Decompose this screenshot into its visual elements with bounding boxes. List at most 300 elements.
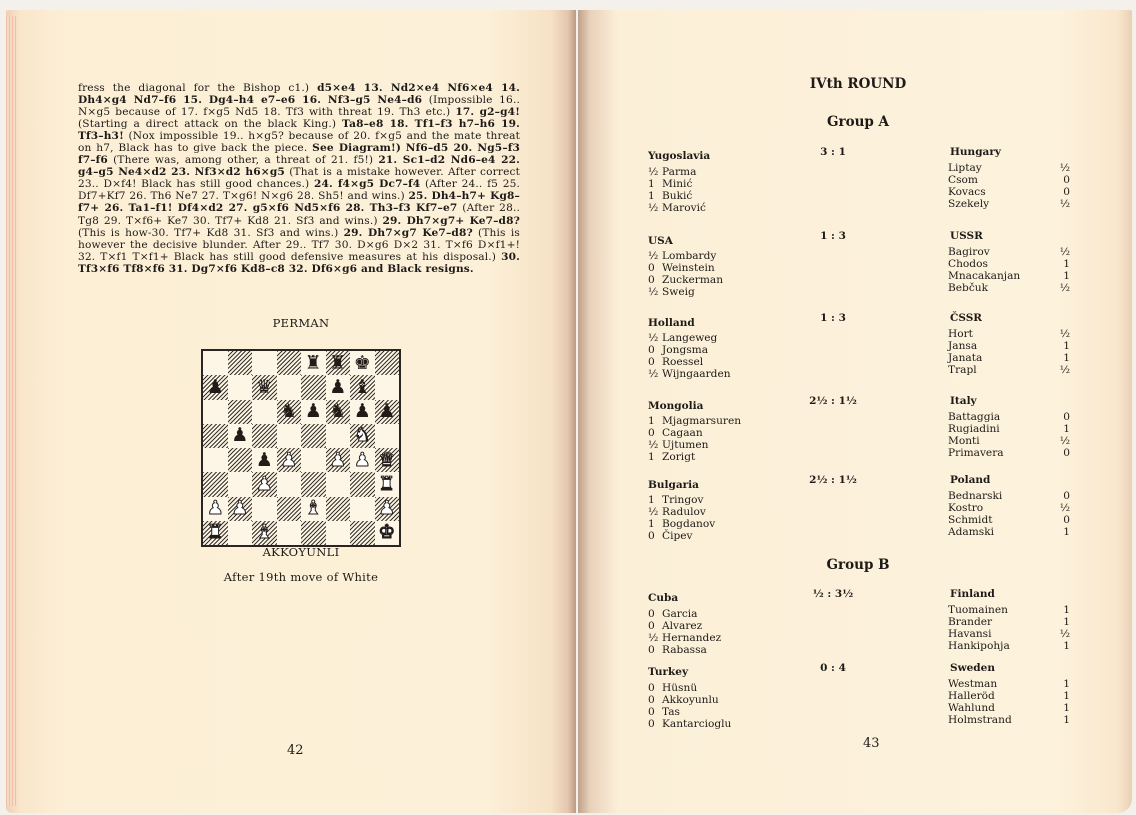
board-square: [277, 448, 302, 472]
player-result: ½: [1059, 502, 1070, 515]
board-square: [375, 400, 400, 424]
player-row: [648, 262, 723, 274]
player-result: 1: [648, 518, 655, 531]
home-team: USA: [648, 235, 673, 247]
white-pawn-icon: ♟: [378, 497, 396, 520]
player-name: Brander: [948, 616, 993, 629]
board-square: [326, 400, 351, 424]
player-name: Kovacs: [948, 186, 986, 199]
board-square: [350, 497, 375, 521]
player-result: 1: [648, 451, 655, 464]
player-row: [948, 282, 1070, 294]
player-result: 1: [1063, 423, 1070, 436]
player-name: Bukić: [662, 190, 693, 203]
player-name: Tas: [662, 706, 680, 719]
player-row: [648, 718, 731, 730]
board-square: [350, 375, 375, 399]
player-name: Wahlund: [948, 702, 995, 715]
player-result: 0: [648, 682, 655, 694]
white-pawn-icon: ♟: [280, 448, 298, 471]
player-result: ½: [1059, 628, 1070, 641]
board-square: [203, 521, 228, 545]
board-square: [375, 424, 400, 448]
player-row: [648, 620, 721, 632]
match-block: [578, 474, 1132, 558]
player-result: 1: [1063, 258, 1070, 271]
player-row: [648, 166, 706, 178]
player-name: Wijngaarden: [662, 368, 731, 381]
annotation-comment: (There was, among other, a threat of 21. f5!): [107, 154, 379, 167]
board-square: [326, 424, 351, 448]
player-row: [948, 514, 1070, 526]
away-player-list: [948, 604, 1070, 652]
player-row: [948, 604, 1070, 616]
player-result: 0: [1063, 490, 1070, 502]
black-pawn-icon: ♟: [329, 375, 347, 398]
player-result: 1: [648, 178, 655, 191]
board-square: [252, 448, 277, 472]
black-king-icon: ♚: [353, 351, 371, 374]
player-name: Lombardy: [662, 250, 717, 262]
black-pawn-icon: ♟: [206, 375, 224, 398]
match-block: [578, 230, 1132, 314]
player-result: ½: [648, 632, 659, 645]
player-result: 0: [648, 274, 655, 287]
match-block: [578, 395, 1132, 479]
board-square: [203, 375, 228, 399]
move-sequence: Ta8–e8 18. Tf1–f3 h7–h6 19. Tf3–h3!: [78, 118, 521, 143]
group-title: Group B: [826, 557, 890, 573]
player-row: [948, 411, 1070, 423]
player-row: [648, 332, 731, 344]
player-result: ½: [1059, 246, 1070, 258]
player-row: [648, 632, 721, 644]
player-row: [648, 694, 731, 706]
move-sequence: 25. Dh4–h7+ Kg8–f7+ 26. Ta1–f1! Df4×d2 27. g5×f6 Nd5×f6 28. Th3–f3 Kf7–e7: [78, 190, 520, 215]
away-team: ČSSR: [950, 312, 983, 324]
player-result: 0: [648, 694, 655, 707]
home-player-list: [648, 332, 731, 380]
player-result: 1: [648, 494, 655, 506]
player-name: Rabassa: [662, 644, 707, 657]
player-result: 0: [648, 344, 655, 357]
away-player-list: [948, 162, 1070, 210]
move-sequence: 21. Sc1–d2 Nd6–e4 22. g4–g5 Ne4×d2 23. Nf3×d2 h6×g5: [78, 154, 520, 179]
black-knight-icon: ♞: [329, 400, 347, 423]
player-name: Hüsnü: [662, 682, 698, 694]
player-result: ½: [1059, 328, 1070, 340]
player-row: [648, 427, 741, 439]
player-name: Čipev: [662, 530, 693, 543]
away-team: USSR: [950, 230, 983, 242]
player-row: [948, 340, 1070, 352]
home-team: Turkey: [648, 666, 689, 678]
player-result: 1: [648, 190, 655, 203]
player-name: Primavera: [948, 447, 1004, 460]
player-result: 0: [1063, 174, 1070, 187]
match-block: [578, 146, 1132, 230]
player-row: [948, 423, 1070, 435]
away-player-list: [948, 678, 1070, 726]
board-square: [350, 351, 375, 375]
board-square: [228, 424, 253, 448]
player-row: [648, 356, 731, 368]
player-name: Mnacakanjan: [948, 270, 1021, 283]
player-result: 0: [1063, 186, 1070, 199]
board-square: [228, 375, 253, 399]
player-result: 0: [648, 620, 655, 633]
board-square: [375, 497, 400, 521]
home-player-list: [648, 250, 723, 298]
player-result: 1: [1063, 702, 1070, 715]
player-name: Minić: [662, 178, 693, 191]
board-square: [326, 375, 351, 399]
player-name: Battaggia: [948, 411, 1001, 423]
player-name: Hernandez: [662, 632, 722, 645]
player-row: [948, 246, 1070, 258]
player-row: [948, 270, 1070, 282]
white-rook-icon: ♜: [378, 472, 396, 495]
board-square: [252, 351, 277, 375]
board-square: [252, 521, 277, 545]
player-name: Janata: [948, 352, 983, 365]
move-sequence: d5×e4 13. Nd2×e4 Nf6×e4 14. Dh4×g4 Nd7–f6 15. Dg4–h4 e7–e6 16. Nf3–g5 Ne4–d6: [78, 82, 520, 107]
player-name: Kantarcioglu: [662, 718, 732, 731]
move-sequence: 24. f4×g5 Dc7–f4: [313, 178, 421, 191]
player-row: [948, 690, 1070, 702]
player-result: 1: [1063, 640, 1070, 653]
player-row: [648, 250, 723, 262]
player-result: 0: [1063, 411, 1070, 423]
player-row: [648, 494, 715, 506]
home-team: Holland: [648, 317, 695, 329]
match-score: 2½ : 1½: [809, 474, 857, 486]
book-spread: [6, 10, 1132, 813]
player-name: Radulov: [662, 506, 706, 519]
black-knight-icon: ♞: [280, 400, 298, 423]
player-row: [648, 608, 721, 620]
player-name: Sweig: [662, 286, 695, 299]
page-number-right: 43: [863, 736, 880, 751]
away-player-list: [948, 411, 1070, 459]
player-row: [948, 364, 1070, 376]
diagram-bottom-player: AKKOYUNLI: [262, 545, 340, 559]
player-row: [948, 502, 1070, 514]
board-square: [301, 424, 326, 448]
away-player-list: [948, 328, 1070, 376]
player-name: Liptay: [948, 162, 982, 174]
home-player-list: [648, 415, 741, 463]
player-name: Parma: [662, 166, 697, 178]
away-player-list: [948, 246, 1070, 294]
player-row: [948, 714, 1070, 726]
board-square: [301, 472, 326, 496]
player-name: Bednarski: [948, 490, 1003, 502]
white-rook-icon: ♜: [206, 521, 224, 544]
home-player-list: [648, 608, 721, 656]
player-name: Tuomainen: [948, 604, 1008, 616]
player-result: 0: [648, 427, 655, 440]
player-name: Zorigt: [662, 451, 696, 464]
player-name: Bebčuk: [948, 282, 989, 295]
annotation-comment: (This is how-30. Tf7+ Kd8 31. Sf3 and wins.): [78, 226, 344, 239]
board-square: [301, 497, 326, 521]
player-result: ½: [1059, 435, 1070, 448]
black-bishop-icon: ♝: [353, 375, 371, 398]
board-square: [375, 521, 400, 545]
player-name: Jansa: [948, 340, 978, 353]
player-name: Szekely: [948, 198, 990, 211]
board-square: [326, 351, 351, 375]
black-pawn-icon: ♟: [255, 448, 273, 471]
white-pawn-icon: ♟: [255, 472, 273, 495]
black-pawn-icon: ♟: [353, 400, 371, 423]
player-row: [648, 439, 741, 451]
home-team: Bulgaria: [648, 479, 699, 491]
board-square: [228, 351, 253, 375]
player-row: [948, 435, 1070, 447]
player-name: Adamski: [948, 526, 995, 539]
player-result: 0: [648, 356, 655, 369]
player-result: 0: [648, 718, 655, 731]
match-score: ½ : 3½: [812, 588, 854, 600]
move-sequence: 29. Dh7×g7+ Ke7–d8?: [382, 214, 520, 227]
board-square: [252, 497, 277, 521]
board-square: [277, 400, 302, 424]
player-row: [648, 202, 706, 214]
away-team: Sweden: [950, 662, 995, 674]
player-name: Trapl: [948, 364, 977, 377]
board-square: [350, 448, 375, 472]
player-row: [648, 415, 741, 427]
diagram-top-player: PERMAN: [272, 316, 330, 330]
board-square: [277, 375, 302, 399]
board-square: [252, 400, 277, 424]
white-pawn-icon: ♟: [329, 448, 347, 471]
left-page: [6, 10, 576, 813]
board-square: [277, 472, 302, 496]
player-result: 1: [1063, 714, 1070, 727]
board-square: [350, 472, 375, 496]
black-pawn-icon: ♟: [231, 424, 249, 447]
player-name: Tringov: [662, 494, 704, 506]
board-square: [375, 472, 400, 496]
player-result: 1: [1063, 604, 1070, 616]
player-row: [948, 628, 1070, 640]
page-edges: [6, 16, 16, 806]
player-name: Bagirov: [948, 246, 990, 258]
annotation-comment: (This is however the decisive blunder. After 29.. Tf7 30. D×g6 D×2 31. T×f6 D×f1+! 32. T×f1 T×f1+ Black has still good defensive measures at his disposal.): [78, 226, 520, 263]
player-row: [948, 640, 1070, 652]
match-score: 3 : 1: [820, 146, 846, 158]
home-team: Mongolia: [648, 400, 704, 412]
away-team: Hungary: [950, 146, 1001, 158]
board-square: [326, 472, 351, 496]
move-sequence: 17. g2–g4!: [455, 106, 521, 119]
board-square: [301, 521, 326, 545]
board-square: [350, 400, 375, 424]
player-row: [648, 344, 731, 356]
away-team: Finland: [950, 588, 995, 600]
match-block: [578, 312, 1132, 396]
white-pawn-icon: ♟: [353, 448, 371, 471]
player-result: ½: [1059, 282, 1070, 295]
away-player-list: [948, 490, 1070, 538]
board-square: [375, 351, 400, 375]
player-result: ½: [648, 506, 659, 519]
player-name: Halleröd: [948, 690, 995, 703]
player-result: ½: [648, 166, 659, 178]
player-result: 0: [648, 608, 655, 620]
board-square: [326, 521, 351, 545]
player-name: Akkoyunlu: [662, 694, 719, 707]
player-name: Langeweg: [662, 332, 718, 344]
board-square: [277, 521, 302, 545]
player-result: 0: [648, 644, 655, 657]
player-name: Holmstrand: [948, 714, 1012, 727]
white-pawn-icon: ♟: [231, 497, 249, 520]
annotation-comment: (That is a mistake however. After correct 23.. D×f4! Black has still good chances.): [78, 166, 520, 191]
board-square: [375, 375, 400, 399]
player-name: Westman: [948, 678, 998, 690]
player-row: [948, 198, 1070, 210]
player-row: [948, 328, 1070, 340]
player-row: [648, 506, 715, 518]
player-result: ½: [1059, 198, 1070, 211]
chess-diagram: [201, 349, 401, 547]
move-sequence: 30. Tf3×f6 Tf8×f6 31. Dg7×f6 Kd8–c8 32. Df6×g6 and Black resigns.: [78, 250, 520, 275]
home-team: Yugoslavia: [648, 150, 711, 162]
board-square: [203, 351, 228, 375]
board-square: [228, 400, 253, 424]
board-square: [203, 448, 228, 472]
player-name: Marović: [662, 202, 706, 215]
board-square: [203, 400, 228, 424]
player-row: [648, 451, 741, 463]
board-square: [350, 424, 375, 448]
player-result: ½: [648, 368, 659, 381]
board-square: [375, 448, 400, 472]
player-result: 1: [1063, 352, 1070, 365]
move-sequence: See Diagram!): [312, 142, 401, 155]
player-name: Kostro: [948, 502, 984, 515]
player-result: ½: [1059, 364, 1070, 377]
board-square: [252, 472, 277, 496]
round-title: IVth ROUND: [809, 76, 907, 92]
player-name: Mjagmarsuren: [662, 415, 742, 427]
board-square: [228, 448, 253, 472]
board-square: [277, 497, 302, 521]
home-player-list: [648, 494, 715, 542]
black-rook-icon: ♜: [304, 351, 322, 374]
player-result: 1: [1063, 616, 1070, 629]
home-player-list: [648, 682, 731, 730]
player-result: 1: [648, 415, 655, 427]
game-annotation-text: [78, 82, 520, 275]
player-row: [648, 274, 723, 286]
annotation-comment: (After 24.. f5 25. Df7+Kf7 26. Th6 Ne7 27. T×g6! N×g6 28. Sh5! and wins.): [78, 178, 521, 203]
player-name: Bogdanov: [662, 518, 716, 531]
player-row: [948, 616, 1070, 628]
home-player-list: [648, 166, 706, 214]
player-name: Hankipohja: [948, 640, 1010, 653]
board-square: [350, 521, 375, 545]
player-row: [648, 518, 715, 530]
move-sequence: 29. Dh7×g7 Ke7–d8?: [343, 226, 473, 239]
board-square: [203, 472, 228, 496]
match-score: 2½ : 1½: [809, 395, 857, 407]
player-result: 1: [1063, 526, 1070, 539]
player-result: ½: [1059, 162, 1070, 174]
board-square: [252, 375, 277, 399]
annotation-comment: (Nox impossible 19.. h×g5? because of 20. f×g5 and the mate threat on h7, Black has to give back the piece.: [78, 130, 520, 155]
board-square: [301, 400, 326, 424]
board-square: [228, 497, 253, 521]
white-queen-icon: ♛: [378, 448, 396, 471]
diagram-caption: After 19th move of White: [223, 570, 379, 584]
player-result: 0: [1063, 447, 1070, 460]
player-row: [648, 644, 721, 656]
player-row: [948, 162, 1070, 174]
player-name: Jongsma: [662, 344, 709, 357]
player-row: [948, 678, 1070, 690]
board-square: [228, 521, 253, 545]
black-pawn-icon: ♟: [304, 400, 322, 423]
board-square: [301, 351, 326, 375]
player-result: ½: [648, 250, 659, 262]
player-row: [648, 286, 723, 298]
player-name: Roessel: [662, 356, 704, 369]
player-name: Garcia: [662, 608, 698, 620]
match-block: [578, 588, 1132, 672]
white-knight-icon: ♞: [353, 424, 371, 447]
player-result: 0: [1063, 514, 1070, 527]
player-result: 1: [1063, 340, 1070, 353]
player-result: 0: [648, 706, 655, 719]
white-bishop-icon: ♝: [255, 521, 273, 544]
match-score: 1 : 3: [820, 230, 846, 242]
away-team: Poland: [950, 474, 991, 486]
player-row: [648, 368, 731, 380]
player-row: [648, 178, 706, 190]
player-row: [948, 526, 1070, 538]
player-row: [648, 530, 715, 542]
player-result: 1: [1063, 690, 1070, 703]
annotation-comment: (Starting a direct attack on the black King.): [78, 118, 343, 131]
player-result: ½: [648, 202, 659, 215]
player-result: 1: [1063, 270, 1070, 283]
player-result: 1: [1063, 678, 1070, 690]
player-row: [948, 352, 1070, 364]
player-row: [948, 447, 1070, 459]
match-block: [578, 662, 1132, 746]
board-square: [277, 351, 302, 375]
player-result: 0: [648, 262, 655, 275]
player-name: Schmidt: [948, 514, 993, 527]
player-name: Alvarez: [662, 620, 703, 633]
group-title: Group A: [826, 114, 890, 130]
player-name: Hort: [948, 328, 973, 340]
board-square: [277, 424, 302, 448]
player-row: [948, 490, 1070, 502]
player-row: [948, 174, 1070, 186]
white-bishop-icon: ♝: [304, 497, 322, 520]
annotation-comment: (After 28.. Tg8 29. T×f6+ Ke7 30. Tf7+ Kd8 21. Sf3 and wins.): [78, 202, 521, 227]
black-rook-icon: ♜: [329, 351, 347, 374]
page-number-left: 42: [287, 743, 304, 758]
board-square: [203, 424, 228, 448]
player-name: Monti: [948, 435, 980, 448]
